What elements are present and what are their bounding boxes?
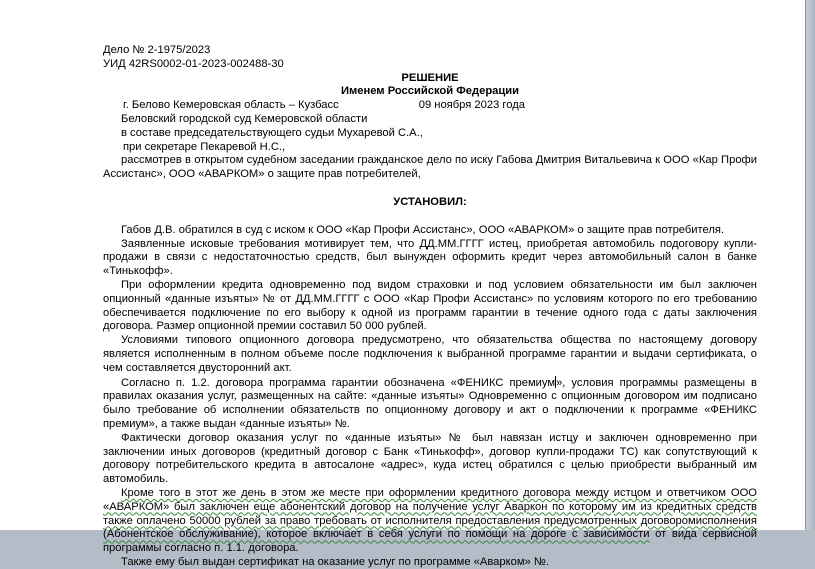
paragraph-5 (103, 376, 757, 432)
paragraph-5-start: Согласно п. 1.2. договора программа гарантии обозначена «ФЕНИКС премиум (121, 376, 556, 389)
paragraph-7-marked: Кроме того в этот же день в этом же месте при оформлении кредитного договора между истцом и ответчиком ООО «АВАРКОМ» был заключен еще абонентский договор на получение услуг Аваркон по которому им из кредитных средств также оплачено 50000 рублей за право требовать от исполнителя предоставления предусмотренных договоромисполнения (Абонентское обслуживание), которое включает в себя услуги по помощи на дороге с зависимости (103, 486, 757, 541)
document-title: РЕШЕНИЕ (401, 71, 459, 84)
decision-date: 09 ноября 2023 года (418, 99, 525, 112)
city-date-line (103, 99, 757, 113)
paragraph-7-end: от вида сервисной программы согласно п. 1.1. договора. (103, 528, 757, 555)
window-edge (806, 0, 815, 530)
document-body[interactable] (103, 44, 757, 569)
paragraph-2: Заявленные исковые требования мотивирует тем, что ДД.ММ.ГГГГ истец, приобретая автомобиль подоговору купли-продажи в связи с недостаточностью средств, был вынужден оформить кредит через автомобильный салон в банке «Тинькофф». (103, 237, 757, 278)
judge-line: в составе председательствующего судьи Мухаревой С.А., (121, 126, 423, 139)
paragraph-3: При оформлении кредита одновременно под видом страховки и под условием обязательности им был заключен опционный «данные изъяты» № от ДД.ММ.ГГГГ с ООО «Кар Профи Ассистанс» по условиям которого по его требованию обеспечивается подключение по его выбору к одной из программ гарантии в течение одного года с даты заключения договора. Размер опционной премии составил 50 000 рублей. (103, 278, 757, 333)
document-subtitle: Именем Российской Федерации (340, 85, 520, 98)
paragraph-8: Также ему был выдан сертификат на оказание услуг по программе «Аварком» №. (121, 555, 549, 568)
paragraph-5-rest: », условия программы размещены в правилах оказания услуг, размещенных на сайте: «данные изъяты» Одновременно с опционным договором им подписано было требование об исполнении обязательств по опционному договору и акт о подключении к программе «ФЕНИКС премиум», а также выдан «данные изъяты» №. (103, 376, 757, 430)
paragraph-4: Условиями типового опционного договора предусмотрено, что обязательства общества по настоящему договору является исполненным в полном объеме после подключения к выбранной программе гарантии и выдачи сертификата, о чем составляется двусторонний акт. (103, 334, 757, 374)
paragraph-1: Габов Д.В. обратился в суд с иском к ООО «Кар Профи Ассистанс», ООО «АВАРКОМ» о защите прав потребителя. (121, 223, 725, 236)
section-title: УСТАНОВИЛ: (393, 195, 467, 208)
case-uid: УИД 42RS0002-01-2023-002488-30 (103, 57, 284, 70)
city: г. Белово Кемеровская область – Кузбасс (123, 99, 339, 112)
secretary-line: при секретаре Пекаревой Н.С., (123, 140, 286, 153)
case-number: Дело № 2-1975/2023 (103, 44, 211, 56)
paragraph-6: Фактически договор оказания услуг по «данные изъяты» № был навязан истцу и заключен одновременно при заключении иных договоров (кредитный договор с Банк «Тинькофф», договор купли-продажи ТС) как сопутствующий к договору потребительского кредита в автосалоне «адрес», куда истец обратился с целью приобрести выбранный им автомобиль. (103, 431, 757, 486)
court-name: Беловский городской суд Кемеровской области (121, 112, 368, 125)
intro-paragraph: рассмотрев в открытом судебном заседании гражданское дело по иску Габова Дмитрия Витальевича к ООО «Кар Профи Ассистанс», ООО «АВАРКОМ» о защите прав потребителей, (103, 154, 757, 181)
paragraph-7 (103, 487, 757, 556)
